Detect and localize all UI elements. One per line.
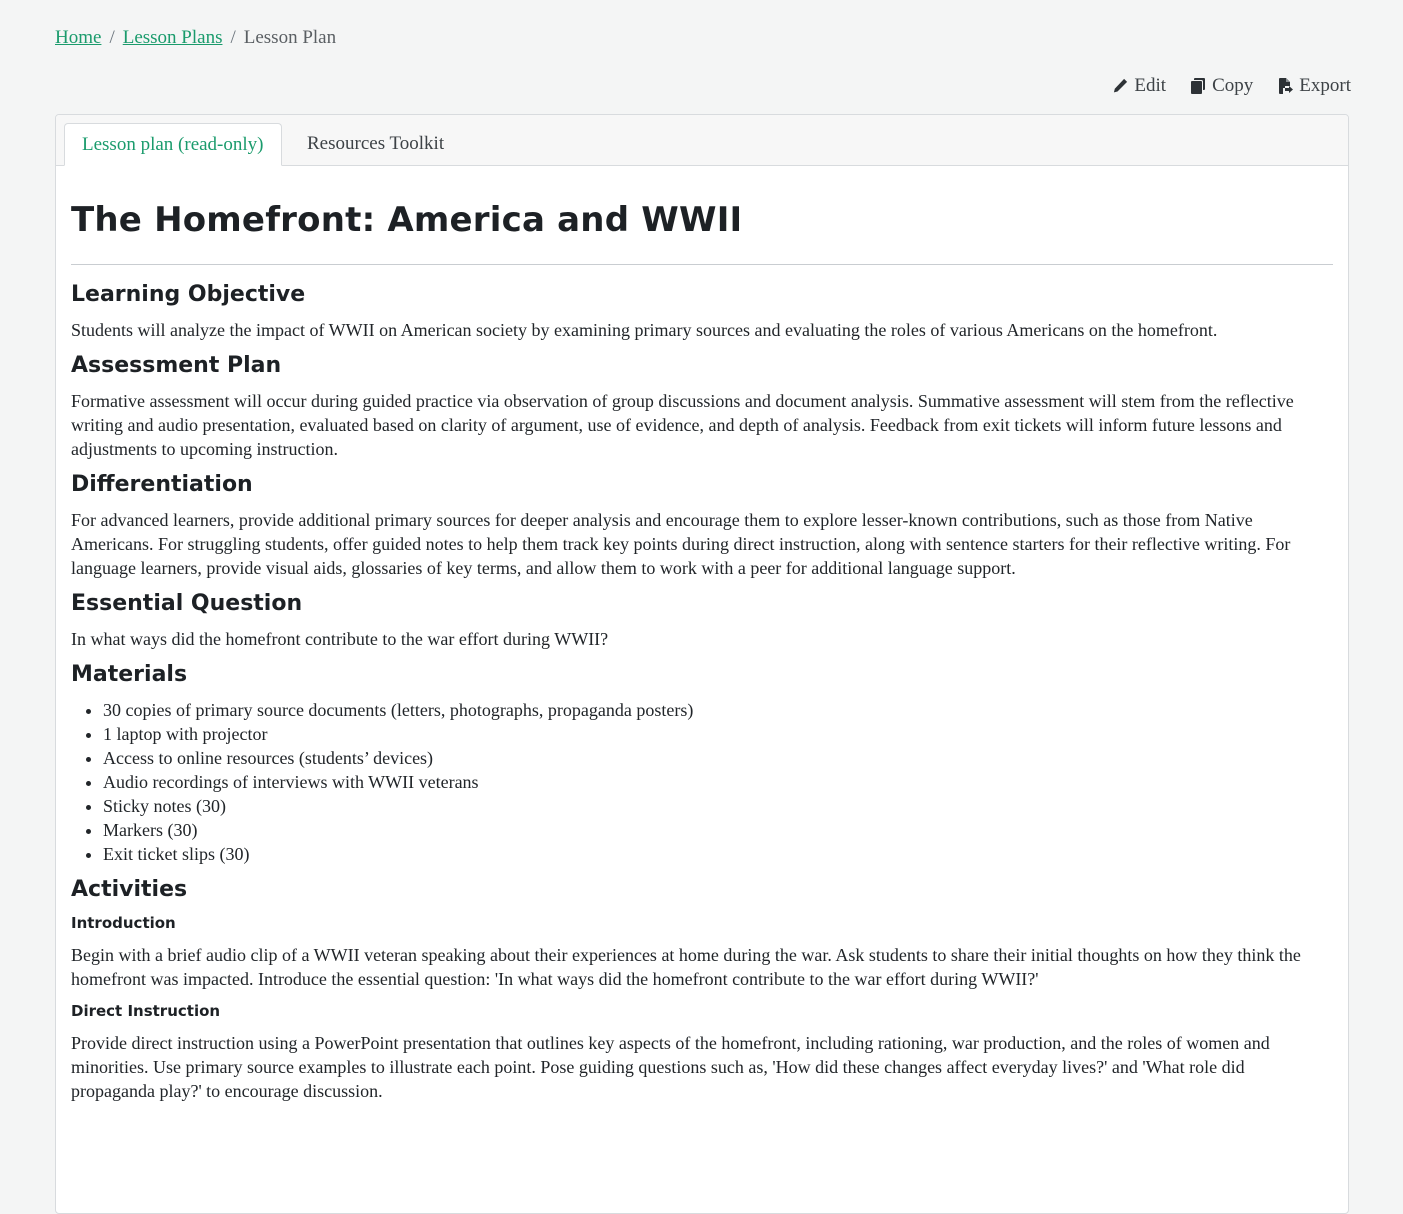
differentiation-text: For advanced learners, provide additional primary sources for deeper analysis and encourage them to explore lesser-known contributions, such as those from Native Americans. For struggling students, offer guided notes to help them track key points during direct instruction, along with sentence starters for their reflective writing. For language learners, provide visual aids, glossaries of key terms, and allow them to work with a peer for additional language support. bbox=[71, 510, 1291, 578]
breadcrumb bbox=[55, 26, 336, 50]
title-divider bbox=[71, 264, 1333, 265]
tab-lesson-plan[interactable]: Lesson plan (read-only) bbox=[64, 123, 282, 166]
introduction-text: Begin with a brief audio clip of a WWII veteran speaking about their experiences at home during the war. Ask students to share their initial thoughts on how they think the homefront was impacted. Introduce the essential question: 'In what ways did the homefront contribute to the war effort during WWII?' bbox=[71, 945, 1301, 989]
list-item: • Exit ticket slips (30) bbox=[103, 842, 1333, 866]
edit-button-label: Edit bbox=[1134, 75, 1167, 96]
breadcrumb-current: Lesson Plan bbox=[243, 27, 337, 48]
tab-resources-toolkit[interactable]: Resources Toolkit bbox=[307, 133, 445, 154]
page-title: The Homefront: America and WWII bbox=[71, 200, 743, 240]
export-button-label: Export bbox=[1299, 75, 1351, 96]
edit-button[interactable] bbox=[1112, 74, 1166, 98]
export-icon bbox=[1277, 78, 1293, 94]
list-item: • 30 copies of primary source documents (letters, photographs, propaganda posters) bbox=[103, 698, 1333, 722]
lesson-content bbox=[56, 200, 1348, 1103]
essential-question-heading: Essential Question bbox=[71, 591, 303, 616]
breadcrumb-separator: / bbox=[230, 27, 236, 48]
breadcrumb-separator: / bbox=[109, 27, 115, 48]
lesson-card bbox=[55, 114, 1349, 1214]
materials-list bbox=[71, 698, 1333, 866]
action-bar bbox=[1112, 74, 1351, 98]
export-button[interactable] bbox=[1277, 74, 1351, 98]
list-item: • Sticky notes (30) bbox=[103, 794, 1333, 818]
direct-instruction-heading: Direct Instruction bbox=[71, 1002, 221, 1020]
copy-icon bbox=[1190, 78, 1206, 94]
list-item: • 1 laptop with projector bbox=[103, 722, 1333, 746]
list-item: • Markers (30) bbox=[103, 818, 1333, 842]
copy-button-label: Copy bbox=[1212, 75, 1254, 96]
objective-text: Students will analyze the impact of WWII on American society by examining primary sources and evaluating the roles of various Americans on the homefront. bbox=[71, 320, 1218, 340]
assessment-heading: Assessment Plan bbox=[71, 353, 282, 378]
introduction-heading: Introduction bbox=[71, 914, 176, 932]
list-item: • Access to online resources (students’ devices) bbox=[103, 746, 1333, 770]
list-item: • Audio recordings of interviews with WWII veterans bbox=[103, 770, 1333, 794]
tab-bar bbox=[56, 115, 1348, 166]
essential-question-text: In what ways did the homefront contribute to the war effort during WWII? bbox=[71, 629, 609, 649]
assessment-text: Formative assessment will occur during guided practice via observation of group discussions and document analysis. Summative assessment will stem from the reflective writing and audio presentation, evaluated based on clarity of argument, use of evidence, and depth of analysis. Feedback from exit tickets will inform future lessons and adjustments to upcoming instruction. bbox=[71, 391, 1294, 459]
breadcrumb-home-link[interactable]: Home bbox=[55, 27, 102, 48]
objective-heading: Learning Objective bbox=[71, 282, 306, 307]
direct-instruction-text: Provide direct instruction using a PowerPoint presentation that outlines key aspects of the homefront, including rationing, war production, and the roles of women and minorities. Use primary source examples to illustrate each point. Pose guiding questions such as, 'How did these changes affect everyday lives?' and 'What role did propaganda play?' to encourage discussion. bbox=[71, 1033, 1270, 1101]
copy-button[interactable] bbox=[1190, 74, 1253, 98]
differentiation-heading: Differentiation bbox=[71, 472, 253, 497]
materials-heading: Materials bbox=[71, 662, 188, 687]
pencil-icon bbox=[1112, 78, 1128, 94]
breadcrumb-lesson-plans-link[interactable]: Lesson Plans bbox=[122, 27, 223, 48]
activities-heading: Activities bbox=[71, 877, 188, 902]
